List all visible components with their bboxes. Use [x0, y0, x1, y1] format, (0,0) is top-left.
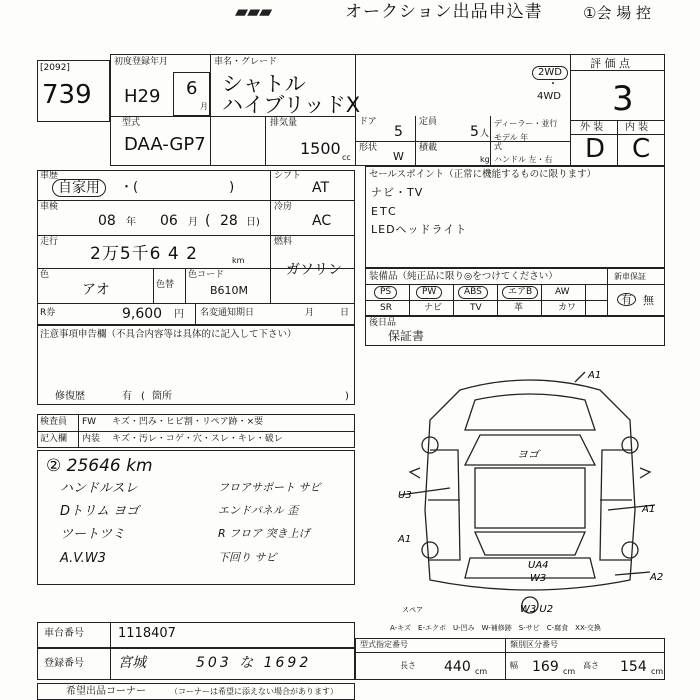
registration-month: 6 — [186, 78, 198, 99]
plate-number: 503 な 1692 — [196, 655, 312, 671]
diagram-mark-w3-u2: W3 U2 — [520, 604, 554, 615]
sales-item-3: LEDヘッドライト — [371, 223, 468, 236]
registration-label: 初度登録年月 — [114, 57, 169, 67]
hand-line-5: A.V.W3 — [60, 551, 106, 566]
diagram-mark-u3: U3 — [398, 490, 412, 501]
equip-abs: ABS — [458, 286, 488, 299]
footer-label: 希望出品コーナー — [66, 686, 146, 697]
vehicle-name: シャトル — [222, 72, 306, 96]
recycle-value: 9,600 — [122, 306, 163, 322]
capacity-label: 定員 — [419, 117, 438, 127]
form-title: オークション出品申込書 — [345, 2, 543, 22]
dealer-label: ディーラー・並行 — [494, 119, 558, 128]
capacity: 5 — [470, 124, 479, 140]
displacement: 1500 — [300, 139, 341, 158]
plate-label: 登録番号 — [44, 658, 84, 669]
diagram-mark-a1-left: A1 — [398, 534, 412, 545]
entry-label: 記入欄 — [40, 434, 68, 444]
repair-suffix: 箇所 — [152, 391, 172, 402]
mileage-label: 走行 — [40, 237, 59, 247]
color-code-label: 色コード — [188, 270, 225, 280]
later-items-value: 保証書 — [388, 329, 425, 343]
hand-line-2: ハンドルスレ — [60, 481, 138, 496]
dim-width: 169 — [532, 659, 559, 675]
exterior-label: 外 装 — [580, 122, 604, 133]
diagram-mark-ua4: UA4 — [528, 560, 549, 571]
hand-right-4: 下回り サビ — [218, 551, 277, 564]
load-label: 積載 — [419, 143, 438, 153]
rating-score: 3 — [612, 79, 634, 119]
lot-number: 739 — [42, 80, 92, 110]
lot-code: [2092] — [40, 63, 70, 73]
diagram-mark-a1-right: A1 — [642, 504, 656, 515]
interior-label: 内 装 — [625, 122, 649, 133]
inspector-row1: キズ・凹み・ヒビ割・リペア跡・×要 — [112, 417, 264, 427]
repair-value: 有 — [122, 391, 132, 402]
vehicle-model: DAA-GP7 — [124, 134, 206, 155]
model-year-label: モデル 年式 — [494, 133, 529, 151]
later-items-label: 後日品 — [369, 318, 397, 328]
sales-box — [365, 166, 665, 268]
shift-value: AT — [312, 180, 330, 196]
frame-label: 車台番号 — [44, 628, 84, 639]
car-damage-diagram — [380, 350, 680, 620]
equip-aw: AW — [555, 287, 570, 297]
repair-label: 修復歴 — [55, 391, 85, 402]
frame-box — [37, 622, 355, 648]
equip-leather: 革 — [514, 303, 524, 313]
equip-navi: ナビ — [424, 303, 443, 313]
notes-label: 注意事項申告欄（不具合内容等は具体的に記入して下さい） — [40, 329, 297, 340]
equip-airbag: エアB — [502, 286, 538, 299]
hand-line-1: ② 25646 km — [46, 456, 153, 476]
aircon-label: 冷房 — [274, 202, 293, 212]
hand-right-2: エンドパネル 歪 — [218, 504, 299, 517]
shape-label: 形状 — [359, 143, 378, 153]
usage-label: 車歴 — [40, 171, 59, 181]
model-spec-label: 型式指定番号 — [360, 640, 408, 649]
displacement-label: 排気量 — [270, 118, 298, 128]
inspection-year: 08 — [98, 213, 116, 229]
shape: W — [393, 150, 404, 163]
diagram-spare-label: スペア — [402, 606, 423, 614]
color-label: 色 — [40, 270, 50, 280]
fuel-label: 燃料 — [274, 237, 293, 247]
doors: 5 — [394, 124, 403, 140]
equipment-label: 装備品（純正品に限り◎をつけてください） — [369, 271, 558, 282]
sales-item-1: ナビ・TV — [371, 186, 424, 199]
aircon-value: AC — [312, 213, 332, 229]
diagram-legend: A-キズ E-エクボ U-凹み W-補修跡 S-サビ C-腐食 XX-交換 — [390, 624, 601, 632]
hand-right-3: R フロア 突き上げ — [218, 527, 310, 540]
model-label: 型式 — [122, 118, 141, 128]
color-value: アオ — [82, 282, 110, 298]
registration-era-year: H29 — [124, 86, 161, 107]
inspection-label: 車検 — [40, 202, 59, 212]
fuel-value: ガソリン — [286, 262, 342, 278]
rating-label: 評 価 点 — [590, 57, 630, 70]
diagram-mark-yogo: ヨゴ — [517, 448, 539, 461]
doors-label: ドア — [359, 117, 377, 127]
copy-label: ①会 場 控 — [583, 4, 651, 22]
handle-label: ハンドル 左・右 — [494, 155, 553, 164]
vehicle-name-label: 車名・グレード — [214, 57, 278, 67]
frame-number: 1118407 — [118, 626, 176, 641]
equip-kawa: カワ — [558, 303, 577, 313]
footer-note: （コーナーは希望に添えない場合があります） — [170, 687, 338, 696]
shift-label: シフト — [274, 171, 302, 181]
inspection-month: 06 — [160, 213, 178, 229]
drive-2wd: 2WD — [532, 66, 568, 80]
warranty-no: 無 — [643, 294, 654, 307]
sales-item-2: ETC — [371, 205, 398, 218]
hand-right-1: フロアサポート サビ — [218, 481, 321, 494]
plate-region: 宮城 — [118, 655, 146, 671]
exterior-grade: D — [585, 134, 606, 164]
usage-value: 自家用 — [52, 179, 106, 197]
equip-ps: PS — [374, 286, 397, 299]
sales-label: セールスポイント（正常に機能するものに限ります） — [369, 169, 597, 180]
inspection-day: 28 — [220, 213, 238, 229]
dim-length: 440 — [444, 659, 471, 675]
new-car-warranty-label: 新車保証 — [614, 272, 646, 281]
diagram-mark-w3: W3 — [530, 573, 547, 584]
mileage-value: 2万5千6 4 2 — [90, 244, 198, 264]
inspector-row2: キズ・汚レ・コゲ・穴・スレ・キレ・破レ — [112, 434, 283, 444]
vehicle-grade: ハイブリッドX — [222, 93, 361, 117]
recycle-label: R券 — [40, 308, 56, 318]
diagram-mark-a1-top: A1 — [588, 370, 602, 381]
equip-sr: SR — [380, 303, 392, 313]
hand-line-3: Dトリム ヨゴ — [60, 504, 140, 519]
drive-4wd: 4WD — [537, 91, 561, 102]
equip-tv: TV — [470, 303, 482, 313]
equip-pw: PW — [416, 286, 442, 299]
notice-label: 名変通知期日 — [200, 308, 255, 318]
class-label: 類別区分番号 — [510, 640, 558, 649]
diagram-mark-a2: A2 — [650, 572, 664, 583]
warranty-yes: 有 — [617, 293, 636, 306]
color-change-label: 色替 — [156, 280, 175, 290]
hand-line-4: ツートツミ — [60, 527, 126, 542]
inspector-label: 検査員 — [40, 417, 68, 427]
header-logo: ▰▰▰ — [235, 2, 272, 22]
interior-grade: C — [632, 134, 651, 164]
dim-height: 154 — [620, 659, 647, 675]
color-code: B610M — [210, 284, 249, 297]
